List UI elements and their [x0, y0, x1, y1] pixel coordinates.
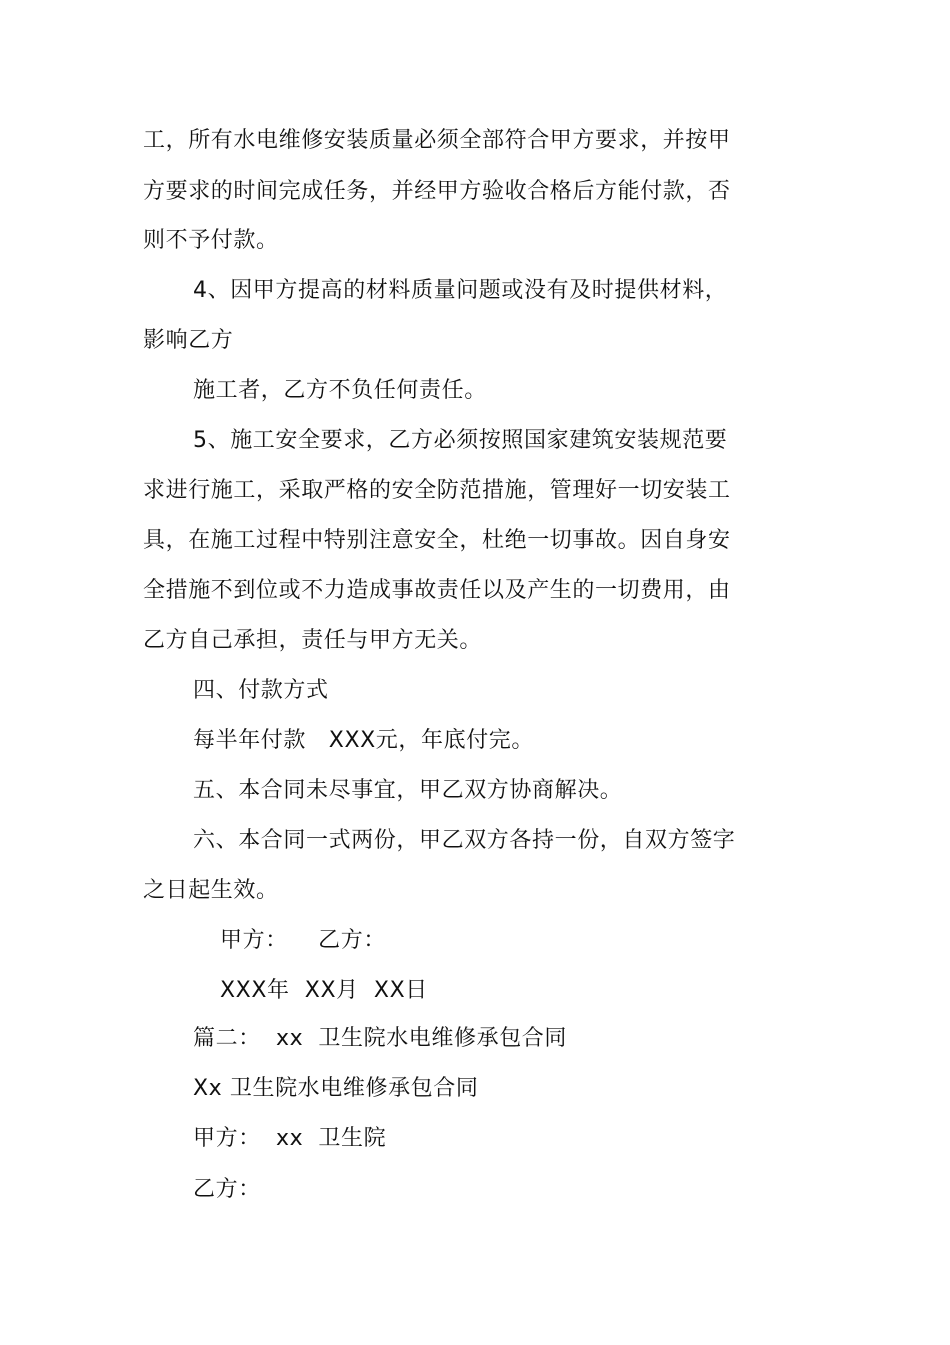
signature-parties: 甲方： 乙方： — [220, 928, 386, 953]
body-text-line: 影响乙方 — [143, 328, 234, 353]
payment-terms-line: 每半年付款 XXX元，年底付完。 — [193, 728, 534, 753]
body-text-line: 则不予付款。 — [143, 228, 279, 253]
party-a-line: 甲方： xx 卫生院 — [193, 1126, 387, 1151]
body-text-line: 乙方自己承担，责任与甲方无关。 — [143, 628, 483, 653]
clause-line: 五、本合同未尽事宜，甲乙双方协商解决。 — [193, 778, 623, 803]
body-text-line: 之日起生效。 — [143, 878, 279, 903]
body-text-line: 方要求的时间完成任务，并经甲方验收合格后方能付款，否 — [143, 179, 731, 204]
section-heading-payment: 四、付款方式 — [193, 678, 329, 703]
body-text-line: 求进行施工，采取严格的安全防范措施，管理好一切安装工 — [143, 478, 731, 503]
section-title: 篇二： xx 卫生院水电维修承包合同 — [193, 1026, 568, 1051]
signature-date: XXX年 XX月 XX日 — [220, 978, 428, 1003]
body-text-line: 施工者，乙方不负任何责任。 — [193, 378, 487, 403]
body-text-line: 具，在施工过程中特别注意安全，杜绝一切事故。因自身安 — [143, 528, 731, 553]
clause-line: 六、本合同一式两份，甲乙双方各持一份，自双方签字 — [193, 828, 736, 853]
clause-4-line: 4、因甲方提高的材料质量问题或没有及时提供材料， — [193, 278, 728, 303]
body-text-line: 工，所有水电维修安装质量必须全部符合甲方要求，并按甲 — [143, 128, 731, 153]
party-b-line: 乙方： — [193, 1177, 261, 1202]
body-text-line: 全措施不到位或不力造成事故责任以及产生的一切费用，由 — [143, 578, 731, 603]
contract-title: Xx 卫生院水电维修承包合同 — [193, 1076, 479, 1101]
clause-5-line: 5、施工安全要求，乙方必须按照国家建筑安装规范要 — [193, 428, 728, 453]
